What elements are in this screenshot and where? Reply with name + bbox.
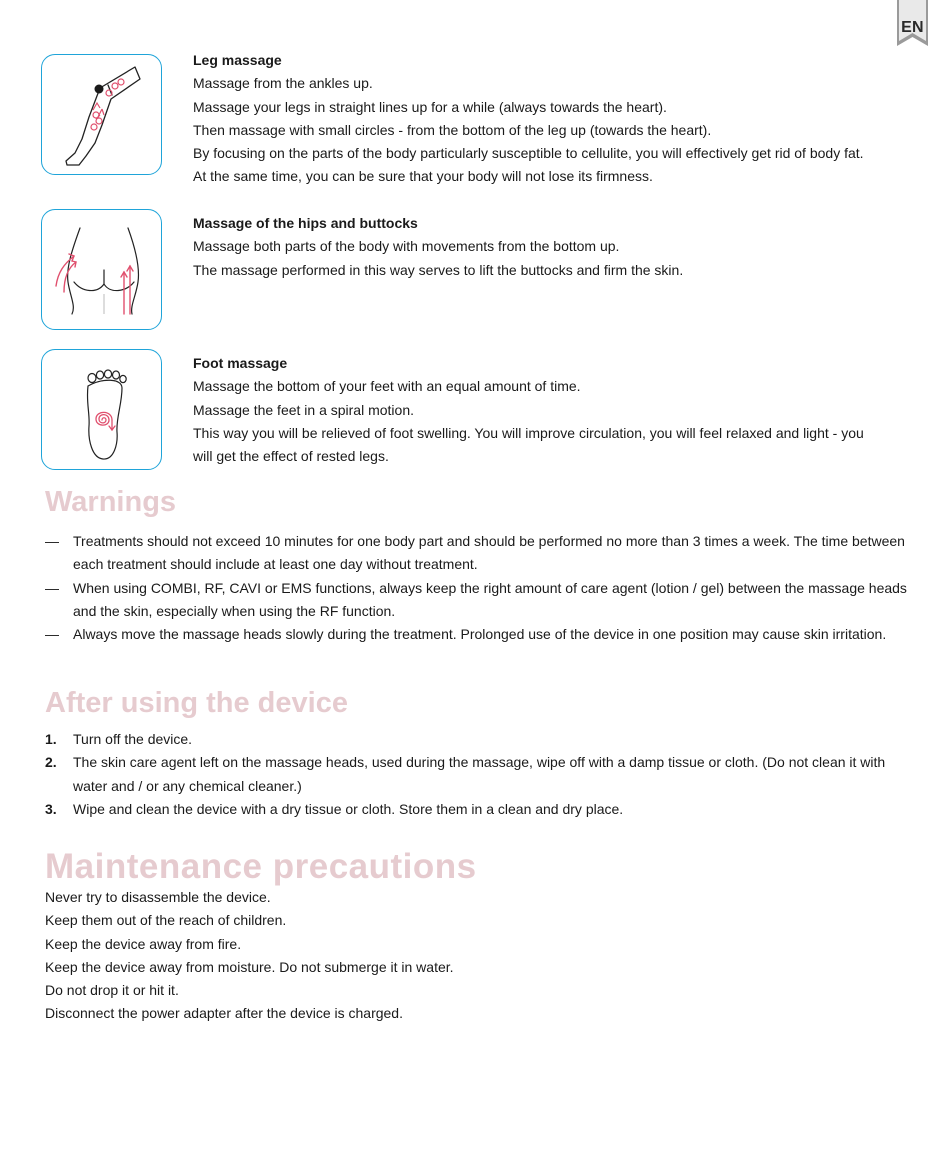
hips-buttocks-section [193,212,913,282]
section-line: Massage from the ankles up. [193,75,373,92]
maintenance-line: Keep the device away from moisture. Do not submerge it in water. [45,958,454,975]
warning-text: Always move the massage heads slowly during the treatment. Prolonged use of the device in one position may cause skin irritation. [73,626,887,643]
step-item [45,798,915,821]
section-line: By focusing on the parts of the body particularly susceptible to cellulite, you will effectively get rid of body fat. [193,145,864,162]
after-use-list [45,728,915,821]
warning-item [45,577,915,624]
maintenance-line: Do not drop it or hit it. [45,982,179,999]
maintenance-line: Disconnect the power adapter after the device is charged. [45,1005,403,1022]
dash-marker: — [45,579,59,596]
language-code: EN [901,19,924,36]
warning-item [45,530,915,577]
language-badge [897,0,928,46]
maintenance-line: Keep them out of the reach of children. [45,912,287,929]
step-item [45,751,915,798]
warnings-list [45,530,915,646]
section-line: will get the effect of rested legs. [193,448,389,465]
maintenance-line: Never try to disassemble the device. [45,889,271,905]
step-text: Turn off the device. [73,731,193,747]
section-line: Massage the bottom of your feet with an equal amount of time. [193,378,581,395]
step-item [45,728,915,751]
warning-text: When using COMBI, RF, CAVI or EMS functions, always keep the right amount of care agent (lotion / gel) between the massage heads and the skin, especially when using the RF function. [73,579,907,619]
section-line: This way you will be relieved of foot swelling. You will improve circulation, you will feel relaxed and light - you [193,424,864,441]
step-text: The skin care agent left on the massage heads, used during the massage, wipe off with a damp tissue or cloth. (Do not clean it with water and / or any chemical cleaner.) [73,754,886,794]
warning-item [45,623,915,646]
section-title: Massage of the hips and buttocks [193,215,418,231]
step-text: Wipe and clean the device with a dry tissue or cloth. Store them in a clean and dry place. [73,800,624,817]
section-line: Then massage with small circles - from the bottom of the leg up (towards the heart). [193,121,712,138]
section-line: Massage both parts of the body with movements from the bottom up. [193,238,620,255]
warnings-heading: Warnings [45,486,177,518]
dash-marker: — [45,533,59,549]
section-line: At the same time, you can be sure that your body will not lose its firmness. [193,168,653,185]
section-title: Leg massage [193,52,282,68]
foot-massage-section [193,352,913,468]
dash-marker: — [45,626,59,643]
section-line: Massage your legs in straight lines up for a while (always towards the heart). [193,98,667,115]
maintenance-list [45,886,454,1026]
hips-buttocks-massage-icon [41,209,162,330]
section-line: The massage performed in this way serves to lift the buttocks and firm the skin. [193,261,684,278]
step-number: 1. [45,731,57,747]
maintenance-line: Keep the device away from fire. [45,935,242,952]
maintenance-heading: Maintenance precautions [45,847,477,886]
warning-text: Treatments should not exceed 10 minutes for one body part and should be performed no more than 3 times a week. The time between each treatment should include at least one day without treatment. [73,533,905,573]
foot-massage-icon [41,349,162,470]
leg-massage-section [193,49,913,189]
section-title: Foot massage [193,355,288,371]
step-number: 3. [45,800,57,817]
leg-massage-icon [41,54,162,175]
step-number: 2. [45,754,57,771]
section-line: Massage the feet in a spiral motion. [193,401,415,418]
after-use-heading: After using the device [45,687,348,719]
